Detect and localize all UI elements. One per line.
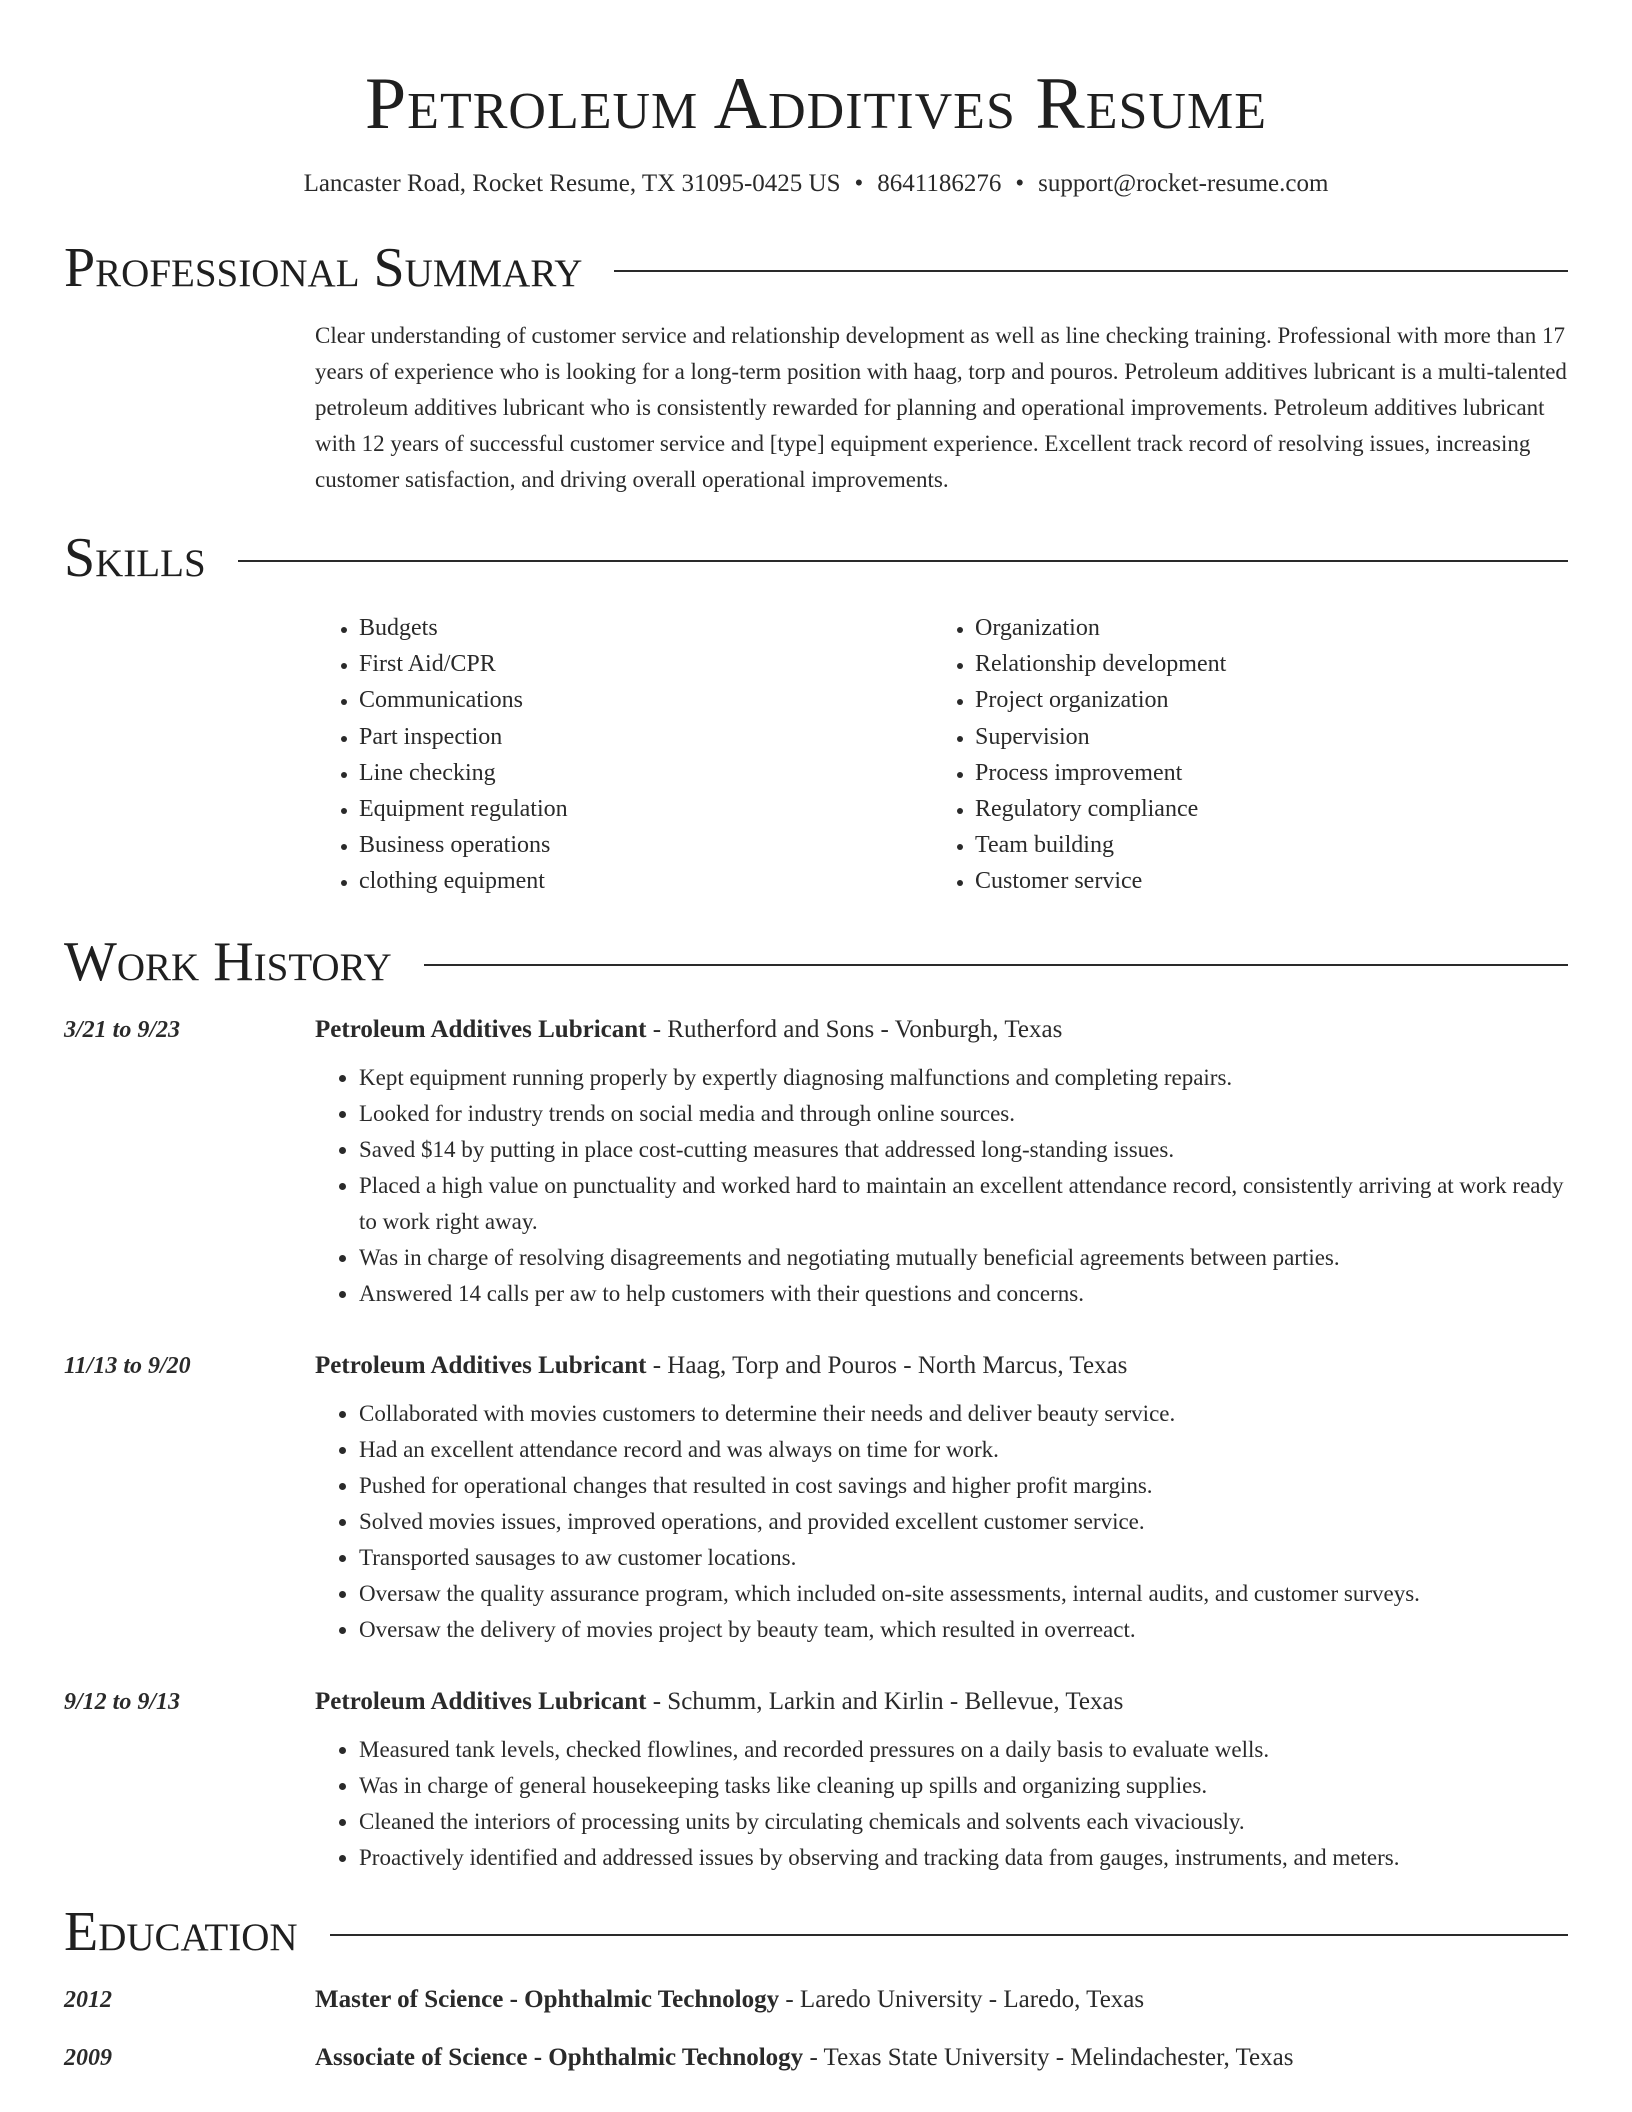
job-body — [315, 1348, 1568, 1648]
list-item: • Proactively identified and addressed issues by observing and tracking data from gauges, instruments, and meters. — [359, 1840, 1568, 1876]
section-divider — [330, 1934, 1568, 1936]
list-item: • Oversaw the quality assurance program, which included on-site assessments, internal audits, and customer surveys. — [359, 1576, 1568, 1612]
education-heading-line — [315, 1982, 1144, 2018]
education-year: 2012 — [64, 1986, 112, 2013]
education-heading-line — [315, 2040, 1293, 2076]
list-item: • Transported sausages to aw customer locations. — [359, 1540, 1568, 1576]
skills-list — [315, 610, 1568, 900]
list-item: • Solved movies issues, improved operations, and provided excellent customer service. — [359, 1504, 1568, 1540]
skills-heading: Skills — [64, 527, 206, 589]
job-employer: - Schumm, Larkin and Kirlin - Bellevue, Texas — [646, 1687, 1124, 1715]
job-dates: 3/21 to 9/23 — [64, 1016, 181, 1043]
skill-item: • Process improvement — [975, 755, 1547, 791]
skill-item: • Budgets — [359, 610, 931, 646]
skill-item: • Relationship development — [975, 646, 1547, 682]
list-item: • Was in charge of resolving disagreements and negotiating mutually beneficial agreements between parties. — [359, 1240, 1568, 1276]
job-employer: - Haag, Torp and Pouros - North Marcus, Texas — [646, 1351, 1128, 1379]
list-item: • Pushed for operational changes that resulted in cost savings and higher profit margins. — [359, 1468, 1568, 1504]
skill-item: • Organization — [975, 610, 1547, 646]
skill-item: • Communications — [359, 682, 931, 718]
page-title: Petroleum Additives Resume — [365, 63, 1267, 145]
job-bullets — [315, 1732, 1568, 1876]
list-item: • Measured tank levels, checked flowlines, and recorded pressures on a daily basis to evaluate wells. — [359, 1732, 1568, 1768]
list-item: • Kept equipment running properly by expertly diagnosing malfunctions and completing repairs. — [359, 1060, 1568, 1096]
job-bullets — [315, 1396, 1568, 1648]
list-item: • Had an excellent attendance record and was always on time for work. — [359, 1432, 1568, 1468]
job-employer: - Rutherford and Sons - Vonburgh, Texas — [646, 1015, 1063, 1043]
skills-section-header — [64, 526, 1568, 590]
work-heading: Work History — [64, 930, 392, 993]
list-item: • Answered 14 calls per aw to help customers with their questions and concerns. — [359, 1276, 1568, 1312]
skill-item: • Project organization — [975, 682, 1547, 718]
section-divider — [614, 270, 1568, 272]
section-divider — [424, 964, 1568, 966]
job-title: Petroleum Additives Lubricant — [315, 1351, 647, 1379]
job-dates: 11/13 to 9/20 — [64, 1352, 191, 1379]
job-entry — [64, 1684, 1568, 1876]
contact-separator: • — [854, 170, 864, 197]
job-heading — [315, 1684, 1568, 1720]
education-degree: Master of Science - Ophthalmic Technology — [315, 1985, 780, 2013]
job-dates: 9/12 to 9/13 — [64, 1688, 181, 1715]
job-heading — [315, 1348, 1568, 1384]
education-degree: Associate of Science - Ophthalmic Technology — [315, 2043, 804, 2071]
list-item: • Looked for industry trends on social media and through online sources. — [359, 1096, 1568, 1132]
list-item: • Cleaned the interiors of processing units by circulating chemicals and solvents each vivaciously. — [359, 1804, 1568, 1840]
contact-line — [64, 168, 1568, 200]
education-school: - Texas State University - Melindachester, Texas — [803, 2043, 1294, 2071]
contact-address: Lancaster Road, Rocket Resume, TX 31095-0425 US — [303, 170, 841, 197]
skill-item: • First Aid/CPR — [359, 646, 931, 682]
summary-text: Clear understanding of customer service and relationship development as well as line checking training. Professional with more than 17 years of experience who is looking for a long-term position with haag, torp and pouros. Petroleum additives lubricant is a multi-talented petroleum additives lubricant who is consistently rewarded for planning and operational improvements. Petroleum additives lubricant with 12 years of successful customer service and [type] equipment experience. Excellent track record of resolving issues, increasing customer satisfaction, and driving overall operational improvements. — [315, 323, 1567, 492]
skills-column-left — [315, 610, 931, 900]
skill-item: • clothing equipment — [359, 863, 931, 899]
work-section-header — [64, 930, 1568, 994]
education-heading: Education — [64, 1900, 298, 1963]
summary-section-header — [64, 236, 1568, 300]
list-item: • Was in charge of general housekeeping tasks like cleaning up spills and organizing supplies. — [359, 1768, 1568, 1804]
skills-column-right — [931, 610, 1547, 900]
education-school: - Laredo University - Laredo, Texas — [779, 1985, 1145, 2013]
skill-item: • Equipment regulation — [359, 791, 931, 827]
education-year: 2009 — [64, 2044, 112, 2071]
skill-item: • Business operations — [359, 827, 931, 863]
job-heading — [315, 1012, 1568, 1048]
list-item: • Oversaw the delivery of movies project by beauty team, which resulted in overreact. — [359, 1612, 1568, 1648]
skill-item: • Line checking — [359, 755, 931, 791]
job-title: Petroleum Additives Lubricant — [315, 1687, 647, 1715]
contact-phone: 8641186276 — [877, 170, 1002, 197]
contact-email: support@rocket-resume.com — [1038, 170, 1329, 197]
section-divider — [238, 560, 1568, 562]
job-body — [315, 1684, 1568, 1876]
job-bullets — [315, 1060, 1568, 1312]
list-item: • Saved $14 by putting in place cost-cutting measures that addressed long-standing issues. — [359, 1132, 1568, 1168]
job-entry — [64, 1012, 1568, 1312]
skill-item: • Part inspection — [359, 719, 931, 755]
skill-item: • Customer service — [975, 863, 1547, 899]
skill-item: • Regulatory compliance — [975, 791, 1547, 827]
job-entry — [64, 1348, 1568, 1648]
education-entry — [64, 1982, 1568, 2018]
skill-item: • Team building — [975, 827, 1547, 863]
education-section-header — [64, 1900, 1568, 1964]
skill-item: • Supervision — [975, 719, 1547, 755]
list-item: • Collaborated with movies customers to determine their needs and deliver beauty service. — [359, 1396, 1568, 1432]
job-body — [315, 1012, 1568, 1312]
contact-separator: • — [1015, 170, 1025, 197]
education-entry — [64, 2040, 1568, 2076]
list-item: • Placed a high value on punctuality and worked hard to maintain an excellent attendance record, consistently arriving at work ready to work right away. — [359, 1168, 1568, 1240]
summary-heading: Professional Summary — [64, 237, 583, 299]
job-title: Petroleum Additives Lubricant — [315, 1015, 647, 1043]
